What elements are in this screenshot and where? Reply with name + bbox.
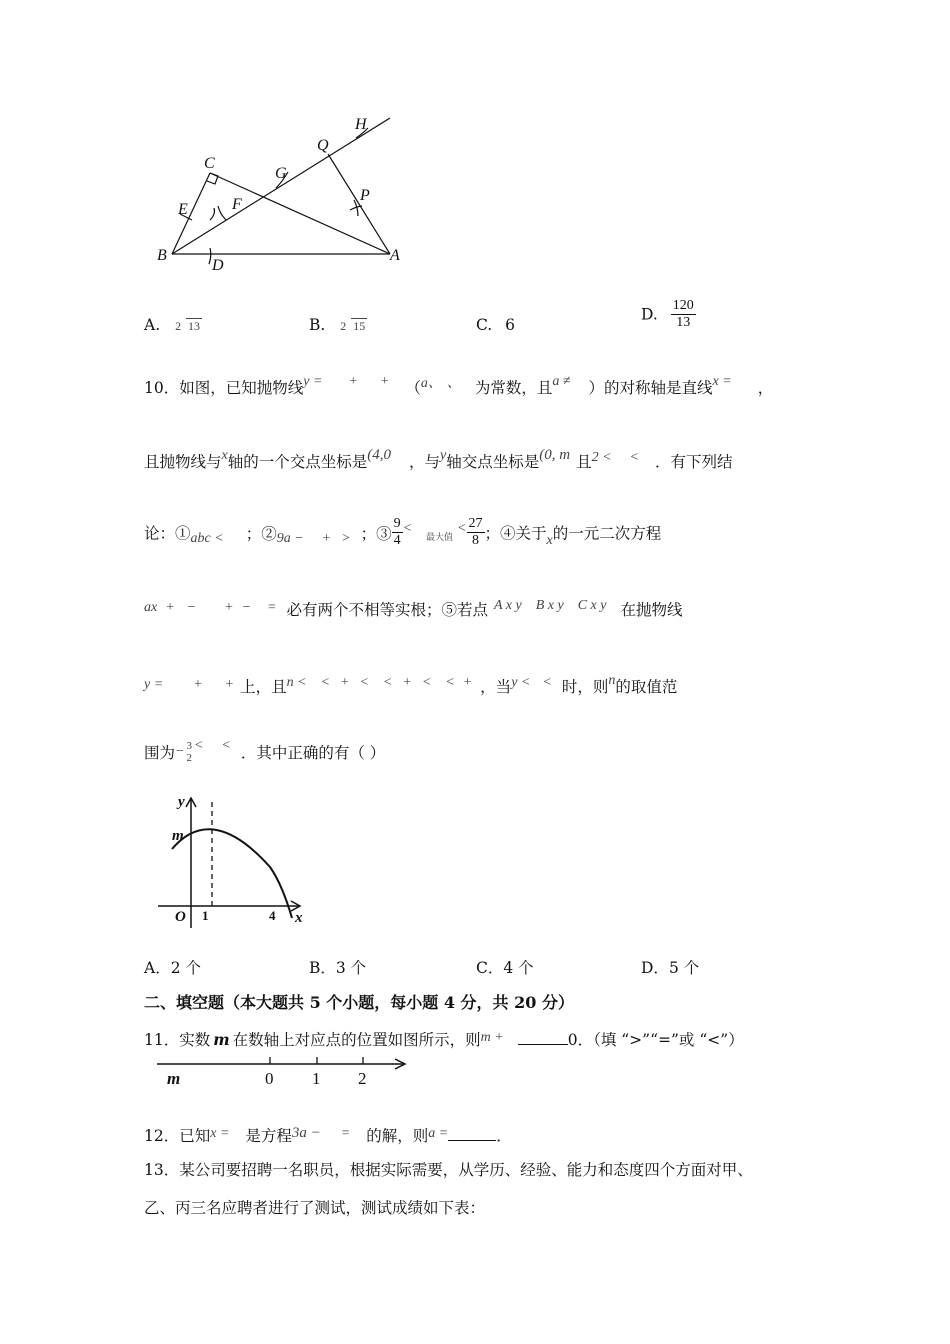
q12-text: 12．已知x = 是方程3a − = 的解，则a = ．	[144, 1125, 512, 1145]
label-m: m	[167, 1069, 181, 1088]
arc-d	[209, 248, 211, 264]
label-c: C	[204, 155, 215, 172]
answer-blank[interactable]	[448, 1140, 496, 1141]
label-m: m	[172, 828, 184, 844]
section-title: 二、填空题（本大题共 5 个小题，每小题 4 分，共 20 分）	[144, 993, 574, 1012]
q10-option-c: C．4 个	[476, 959, 534, 977]
tick-label-1: 1	[202, 908, 209, 923]
number-line	[155, 1052, 415, 1092]
q13-line2: 乙、丙三名应聘者进行了测试，测试成绩如下表：	[144, 1199, 486, 1217]
label-p: P	[360, 187, 370, 204]
label-e: E	[178, 201, 188, 218]
label-2: 2	[358, 1069, 367, 1088]
label-q: Q	[317, 137, 329, 154]
triangle-figure	[150, 108, 410, 278]
q9-option-b: B. 2 15	[309, 316, 366, 334]
q10-line1: 10．如图，已知抛物线y = + + （a、 、 为常数，且a ≠ ）的对称轴是直线x = ，	[144, 374, 774, 397]
parabola-curve	[172, 829, 292, 918]
q13-line1: 13．某公司要招聘一名职员，根据实际需要，从学历、经验、能力和态度四个方面对甲、	[144, 1161, 753, 1179]
label-a: A	[390, 247, 400, 264]
arc-f	[210, 206, 226, 220]
label-g: G	[275, 165, 287, 182]
axis-label-x: x	[295, 910, 303, 926]
q10-line5: y = + + 上，且n < < + < < + < < + ，当y < < 时，则n的取值范	[144, 673, 678, 696]
label-f: F	[232, 196, 242, 213]
fraction: $\frac{120}{13}$	[672, 298, 694, 330]
q9-option-d: D. $\frac{120}{13}$	[641, 298, 694, 330]
label-1: 1	[312, 1069, 321, 1088]
label-d: D	[212, 257, 224, 274]
segment-qa	[328, 154, 390, 254]
q10-option-d: D．5 个	[641, 959, 700, 977]
ray-bh	[172, 118, 390, 254]
label-origin: O	[175, 909, 186, 925]
parabola-graph	[150, 792, 310, 932]
q10-option-b: B．3 个	[309, 959, 367, 977]
q10-line3: 论：①abc < ；②9a − + > ；③ $\frac{9}{4}$ $<_{最大值}<$ $\frac{27}{8}$ ；④关于x的一元二次方程	[144, 516, 662, 548]
fraction-nine-fourths: $\frac{9}{4}$	[393, 516, 401, 548]
q9-option-a: A. 2 13	[144, 316, 200, 334]
label-0: 0	[265, 1069, 274, 1088]
q10-line2: 且抛物线与x轴的一个交点坐标是(4,0 ，与y轴交点坐标是(0, m 且2 < < ．有下列结	[144, 447, 733, 471]
tick-label-4: 4	[269, 908, 276, 923]
fraction-27-eighths: $\frac{27}{8}$	[468, 516, 483, 548]
answer-blank[interactable]	[518, 1044, 568, 1045]
label-b: B	[157, 247, 167, 264]
q10-option-a: A．2 个	[144, 959, 201, 977]
q10-line4: ax + − + − = 必有两个不相等实根；⑤若点 A x y B x y C x y 在抛物线	[144, 598, 683, 619]
fraction-three-halves: 3 2	[186, 740, 192, 764]
label-h: H	[355, 116, 367, 133]
q11-text: 11．实数 m 在数轴上对应点的位置如图所示，则m + 0．（填 “>”“=”或 “<”）	[144, 1030, 744, 1049]
axis-label-y: y	[178, 794, 185, 810]
q10-line6: 围为− 3 2 < < ．其中正确的有（ ）	[144, 738, 386, 764]
q9-option-c: C. 6	[476, 316, 516, 334]
